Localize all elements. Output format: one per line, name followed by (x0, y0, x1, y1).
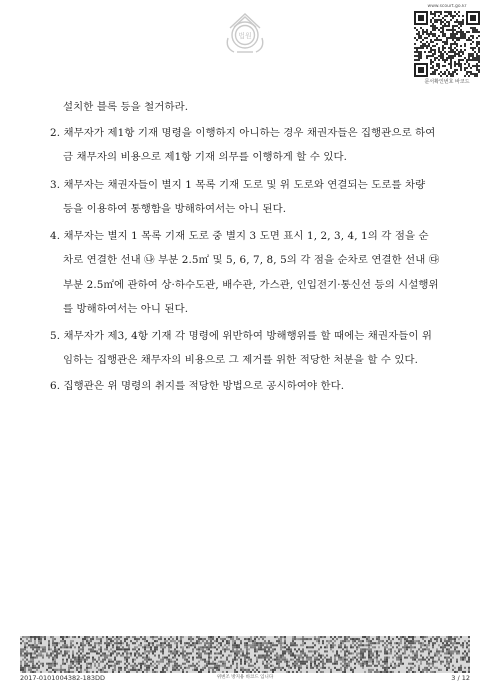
text-line: 임하는 집행관은 채무자의 비용으로 그 제거를 위한 적당한 처분을 할 수 있다. (63, 354, 419, 366)
page-indicator: 3 / 12 (451, 674, 470, 682)
qr-url: www.scourt.go.kr (427, 4, 467, 9)
text-line: 5. 채무자가 제3, 4항 기재 각 명령에 위반하여 방해행위를 할 때에는 채권자들이 위 (50, 330, 433, 342)
text-line: 금 채무자의 비용으로 제1항 기재 의무를 이행하게 할 수 있다. (63, 151, 348, 163)
text-line: 설치한 블록 등을 철거하라. (63, 101, 189, 113)
text-line: 부분 2.5㎡에 관하여 상·하수도관, 배수관, 가스관, 인입전기·통신선 등의 시설행위 (63, 279, 439, 291)
text-line: 4. 채무자는 별지 1 목록 기재 도로 중 별지 3 도면 표시 1, 2, 3, 4, 1의 각 점을 순 (50, 230, 429, 242)
text-line: 차로 연결한 선내 ㉯ 부분 2.5㎡ 및 5, 6, 7, 8, 5의 각 점을 순차로 연결한 선내 ㉰ (63, 254, 440, 266)
anti-forgery-barcode (20, 636, 470, 673)
text-line: 를 방해하여서는 아니 된다. (63, 303, 189, 315)
text-line: 3. 채무자는 채권자들이 별지 1 목록 기재 도로 및 위 도로와 연결되는 도로를 차량 (50, 179, 426, 191)
text-line: 6. 집행관은 위 명령의 취지를 적당한 방법으로 공시하여야 한다. (50, 380, 345, 392)
footer-note: 위변조 방지용 바코드 입니다 (216, 675, 274, 680)
qr-code-icon (414, 11, 480, 77)
seal-text: 법원 (238, 32, 252, 40)
court-seal-icon (222, 8, 268, 58)
text-line: 2. 채무자가 제1항 기재 명령을 이행하지 아니하는 경우 채권자들은 집행관으로 하여 (50, 127, 436, 139)
qr-caption: 문서확인번호 바코드 (424, 79, 470, 85)
qr-block (412, 4, 482, 85)
text-line: 등을 이용하여 통행함을 방해하여서는 아니 된다. (63, 203, 287, 215)
footer (20, 674, 470, 684)
document-number: 2017-0101004382-183DD (20, 674, 106, 682)
